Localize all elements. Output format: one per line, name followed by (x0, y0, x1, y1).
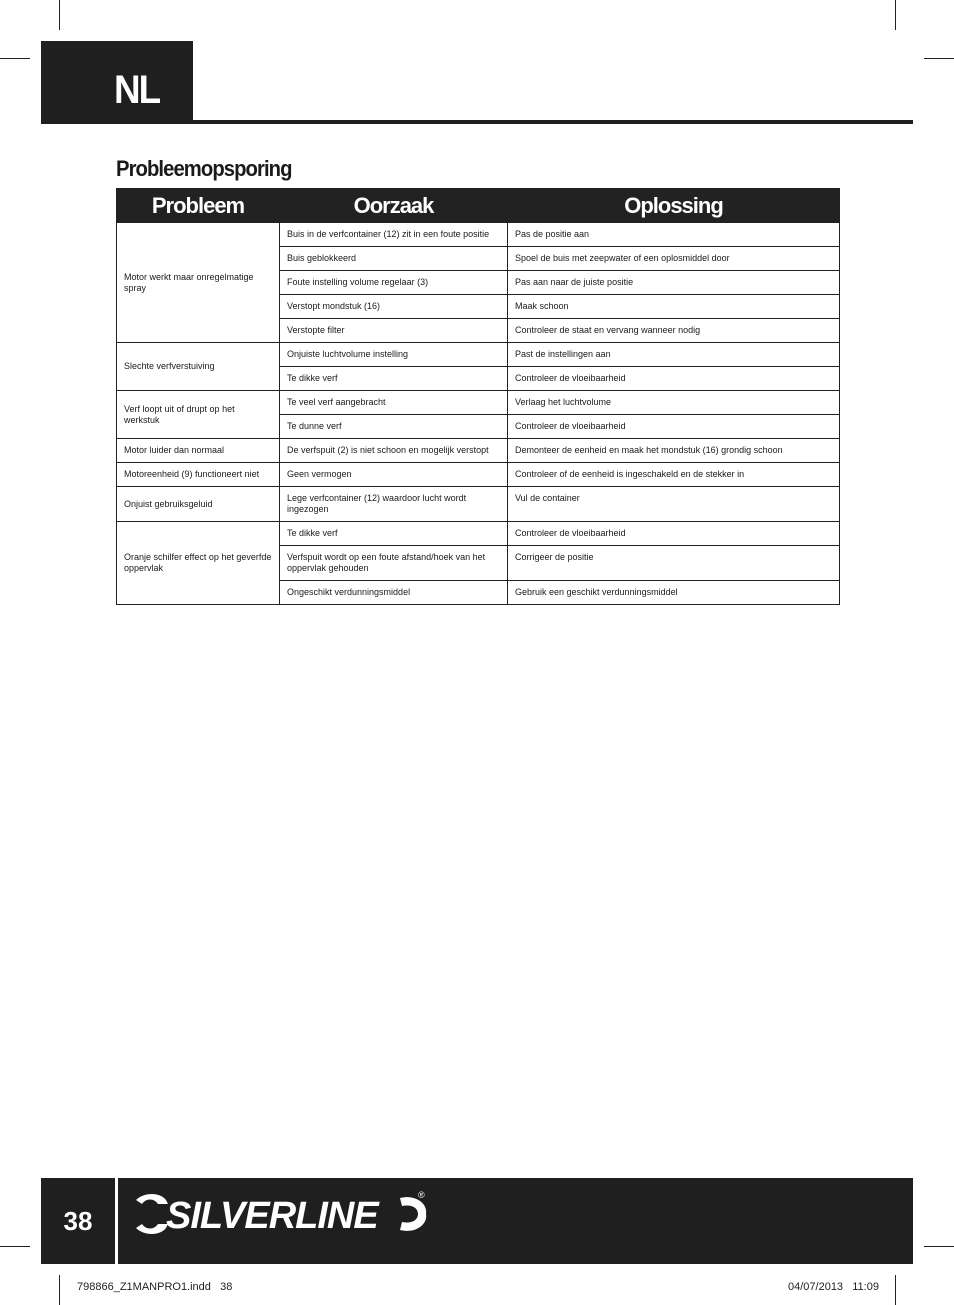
svg-text:SILVERLINE: SILVERLINE (166, 1195, 378, 1237)
solution-cell: Controleer de vloeibaarheid (508, 415, 840, 439)
cause-cell: Lege verfcontainer (12) waardoor lucht wordt ingezogen (280, 487, 508, 522)
cause-cell: Te dikke verf (280, 522, 508, 546)
table-body (117, 223, 840, 605)
problem-cell: Motor werkt maar onregelmatige spray (117, 223, 280, 343)
problem-cell: Motor luider dan normaal (117, 439, 280, 463)
solution-cell: Spoel de buis met zeepwater of een oplosmiddel door (508, 247, 840, 271)
cause-cell: De verfspuit (2) is niet schoon en mogelijk verstopt (280, 439, 508, 463)
cause-cell: Verfspuit wordt op een foute afstand/hoek van het oppervlak gehouden (280, 546, 508, 581)
column-header-problem: Probleem (117, 189, 280, 223)
crop-mark (895, 1275, 896, 1305)
crop-mark (924, 1246, 954, 1247)
cause-cell: Foute instelling volume regelaar (3) (280, 271, 508, 295)
solution-cell: Pas aan naar de juiste positie (508, 271, 840, 295)
column-header-cause: Oorzaak (280, 189, 508, 223)
crop-mark (59, 1275, 60, 1305)
table-row (117, 223, 840, 247)
solution-cell: Controleer de vloeibaarheid (508, 367, 840, 391)
crop-mark (59, 0, 60, 30)
problem-cell: Onjuist gebruiksgeluid (117, 487, 280, 522)
language-tab (41, 41, 193, 123)
solution-cell: Maak schoon (508, 295, 840, 319)
page-number: 38 (63, 1206, 93, 1236)
table-row (117, 522, 840, 546)
problem-cell: Motoreenheid (9) functioneert niet (117, 463, 280, 487)
crop-mark (0, 58, 30, 59)
problem-cell: Verf loopt uit of drupt op het werkstuk (117, 391, 280, 439)
cause-cell: Te dunne verf (280, 415, 508, 439)
solution-cell: Past de instellingen aan (508, 343, 840, 367)
table-row (117, 343, 840, 367)
footer-divider (115, 1178, 118, 1264)
solution-cell: Controleer de vloeibaarheid (508, 522, 840, 546)
header-rule (41, 120, 913, 124)
cause-cell: Te dikke verf (280, 367, 508, 391)
crop-mark (924, 58, 954, 59)
cause-cell: Verstopt mondstuk (16) (280, 295, 508, 319)
solution-cell: Pas de positie aan (508, 223, 840, 247)
silverline-logo (130, 1186, 430, 1242)
solution-cell: Controleer of de eenheid is ingeschakeld en de stekker in (508, 463, 840, 487)
cause-cell: Onjuiste luchtvolume instelling (280, 343, 508, 367)
page-title: Probleemopsporing (116, 156, 292, 181)
table-header-row (117, 189, 840, 223)
cause-cell: Ongeschikt verdunningsmiddel (280, 581, 508, 605)
cause-cell: Buis geblokkeerd (280, 247, 508, 271)
crop-mark (895, 0, 896, 30)
solution-cell: Verlaag het luchtvolume (508, 391, 840, 415)
troubleshooting-table (116, 188, 840, 605)
solution-cell: Demonteer de eenheid en maak het mondstuk (16) grondig schoon (508, 439, 840, 463)
solution-cell: Vul de container (508, 487, 840, 522)
table-row (117, 391, 840, 415)
solution-cell: Corrigeer de positie (508, 546, 840, 581)
column-header-solution: Oplossing (508, 189, 840, 223)
cause-cell: Te veel verf aangebracht (280, 391, 508, 415)
solution-cell: Gebruik een geschikt verdunningsmiddel (508, 581, 840, 605)
registered-mark: ® (418, 1190, 425, 1200)
table-row (117, 487, 840, 522)
slug-filename: 798866_Z1MANPRO1.indd 38 (77, 1281, 233, 1293)
cause-cell: Verstopte filter (280, 319, 508, 343)
problem-cell: Oranje schilfer effect op het geverfde oppervlak (117, 522, 280, 605)
language-label: NL (113, 68, 159, 112)
solution-cell: Controleer de staat en vervang wanneer nodig (508, 319, 840, 343)
crop-mark (0, 1246, 30, 1247)
cause-cell: Buis in de verfcontainer (12) zit in een foute positie (280, 223, 508, 247)
cause-cell: Geen vermogen (280, 463, 508, 487)
slug-date: 04/07/2013 11:09 (788, 1281, 879, 1293)
problem-cell: Slechte verfverstuiving (117, 343, 280, 391)
table-row (117, 463, 840, 487)
table-row (117, 439, 840, 463)
